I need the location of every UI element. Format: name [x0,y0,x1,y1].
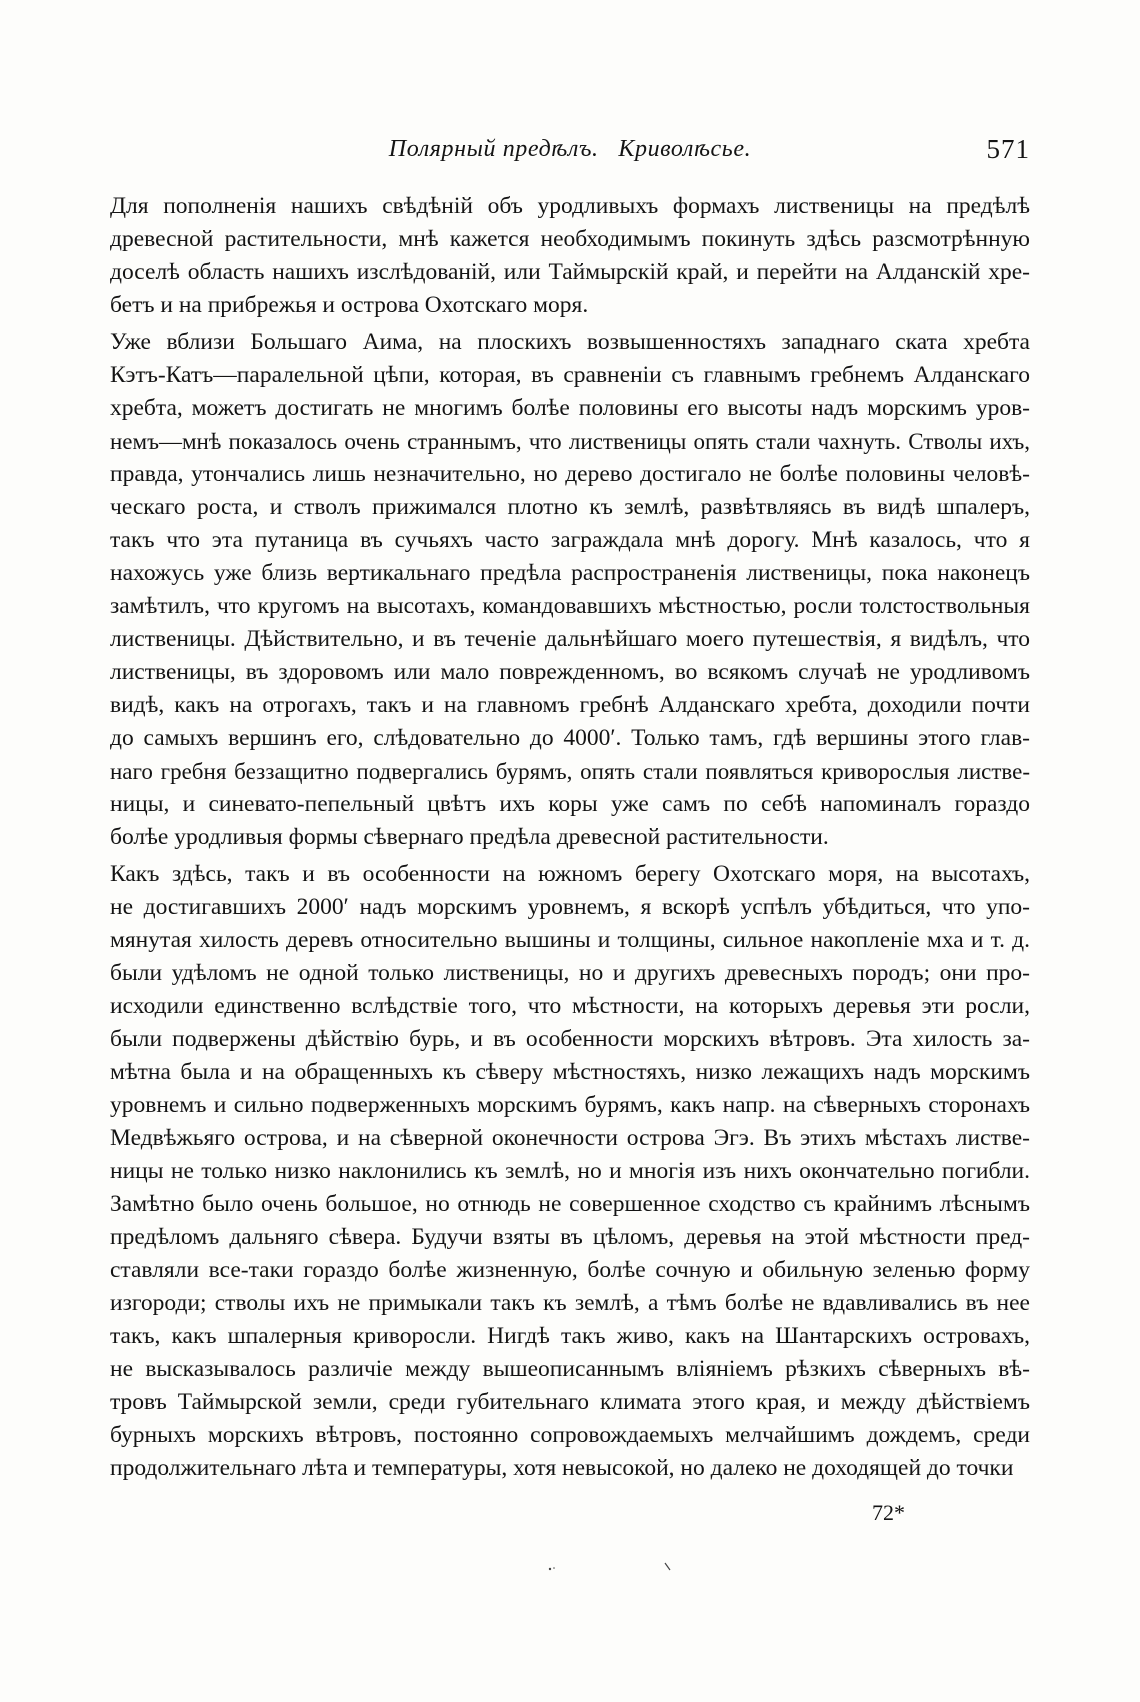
text-line: тровъ Таймырской земли, среди губительнаго климата этого края, и между дѣйствіемъ [110,1389,1030,1415]
text-line: Уже вблизи Большаго Аима, на плоскихъ возвышенностяхъ западнаго ската хребта [110,329,1030,355]
text-line: доселѣ область нашихъ изслѣдованій, или Таймырскій край, и перейти на Алданскій хре- [110,259,1030,285]
print-specks [540,1555,690,1585]
text-line: исходили единственно вслѣдствіе того, что мѣстности, на которыхъ деревья эти росли, [110,993,1030,1019]
ink-speck [549,1568,551,1570]
text-line: Кэтъ-Катъ—паралельной цѣпи, которая, въ сравненіи съ главнымъ гребнемъ Алданскаго [110,362,1030,388]
text-line: бетъ и на прибрежья и острова Охотскаго моря. [110,292,589,318]
text-line: были подвержены дѣйствію бурь, и въ особенности морскихъ вѣтровъ. Эта хилость за- [110,1026,1030,1052]
page-number: 571 [986,134,1030,164]
text-line: древесной растительности, мнѣ кажется необходимымъ покинуть здѣсь разсмотрѣнную [110,226,1030,252]
text-line: Медвѣжьяго острова, и на сѣверной оконечности острова Эгэ. Въ этихъ мѣстахъ листве- [110,1125,1030,1151]
text-line: ставляли все-таки гораздо болѣе жизненную, болѣе сочную и обильную зеленью форму [110,1257,1030,1283]
text-line: до самыхъ вершинъ его, слѣдовательно до 4000′. Только тамъ, гдѣ вершины этого глав- [110,725,1030,751]
text-line: нахожусь уже близь вертикальнаго предѣла распространенія лиственицы, пока наконецъ [110,560,1030,586]
text-line: Какъ здѣсь, такъ и въ особенности на южномъ берегу Охотскаго моря, на высотахъ, [110,861,1030,887]
text-line: уровнемъ и сильно подверженныхъ морскимъ бурямъ, какъ напр. на сѣверныхъ сторонахъ [110,1092,1030,1118]
text-line: ницы не только низко наклонились къ землѣ, но и многія изъ нихъ окончательно погибли. [110,1158,1030,1184]
text-line: не высказывалось различіе между вышеописаннымъ вліяніемъ рѣзкихъ сѣверныхъ вѣ- [110,1356,1030,1382]
ink-speck [665,1563,670,1570]
text-line: замѣтилъ, что кругомъ на высотахъ, командовавшихъ мѣстностью, росли толстоствольныя [110,593,1030,619]
text-line: хребта, можетъ достигать не многимъ болѣе половины его высоты надъ морскимъ уров- [110,395,1030,421]
text-line: видѣ, какъ на отрогахъ, такъ и на главномъ гребнѣ Алданскаго хребта, доходили почти [110,692,1030,718]
text-line: мѣтна была и на обращенныхъ къ сѣверу мѣстностяхъ, низко лежащихъ надъ морскимъ [110,1059,1030,1085]
ink-speck [553,1567,555,1569]
text-line: такъ, какъ шпалерныя криворосли. Нигдѣ такъ живо, какъ на Шантарскихъ островахъ, [110,1323,1030,1349]
text-line: мянутая хилость деревъ относительно вышины и толщины, сильное накопленіе мха и т. д. [110,927,1030,953]
running-head [110,136,1030,170]
text-body [110,190,1030,1489]
text-line: предѣломъ дальняго сѣвера. Будучи взяты въ цѣломъ, деревья на этой мѣстности пред- [110,1224,1030,1250]
text-line: Замѣтно было очень большое, но отнюдь не совершенное сходство съ крайнимъ лѣснымъ [110,1191,1030,1217]
running-title: Полярный предѣлъ. Криволѣсье. [388,136,752,162]
paragraph [110,326,1030,854]
text-line: ницы, и синевато-пепельный цвѣтъ ихъ коры уже самъ по себѣ напоминалъ гораздо [110,791,1030,817]
text-line: наго гребня беззащитно подвергались бурямъ, опять стали появляться криворослыя листве- [110,759,1030,784]
text-line: лиственицы, въ здоровомъ или мало поврежденномъ, во всякомъ случаѣ не уродливомъ [110,659,1030,685]
text-line: не достигавшихъ 2000′ надъ морскимъ уровнемъ, я вскорѣ успѣлъ убѣдиться, что упо- [110,894,1030,920]
text-line: бурныхъ морскихъ вѣтровъ, постоянно сопровождаемыхъ мелчайшимъ дождемъ, среди [110,1422,1030,1448]
text-line: такъ что эта путаница въ сучьяхъ часто заграждала мнѣ дорогу. Мнѣ казалось, что я [110,527,1030,553]
signature-mark: 72* [872,1500,905,1525]
text-line: болѣе уродливыя формы сѣвернаго предѣла древесной растительности. [110,824,829,850]
text-line: немъ—мнѣ показалось очень страннымъ, что лиственицы опять стали чахнуть. Стволы ихъ, [110,429,1030,454]
text-line: правда, утончались лишь незначительно, но дерево достигало не болѣе половины человѣ- [110,461,1030,487]
text-line: продолжительнаго лѣта и температуры, хотя невысокой, но далеко не доходящей до точки [110,1455,1014,1481]
text-line: лиственицы. Дѣйствительно, и въ теченіе дальнѣйшаго моего путешествія, я видѣлъ, что [110,626,1030,652]
text-line: изгороди; стволы ихъ не примыкали такъ къ землѣ, а тѣмъ болѣе не вдавливались въ нее [110,1290,1030,1316]
text-line: Для пополненія нашихъ свѣдѣній объ уродливыхъ формахъ лиственицы на предѣлѣ [110,193,1030,219]
text-line: были удѣломъ не одной только лиственицы, но и другихъ древесныхъ породъ; они про- [110,960,1030,986]
paragraph [110,858,1030,1485]
text-line: ческаго роста, и стволъ прижимался плотно къ землѣ, развѣтвляясь въ видѣ шпалеръ, [110,494,1030,520]
paragraph [110,190,1030,322]
